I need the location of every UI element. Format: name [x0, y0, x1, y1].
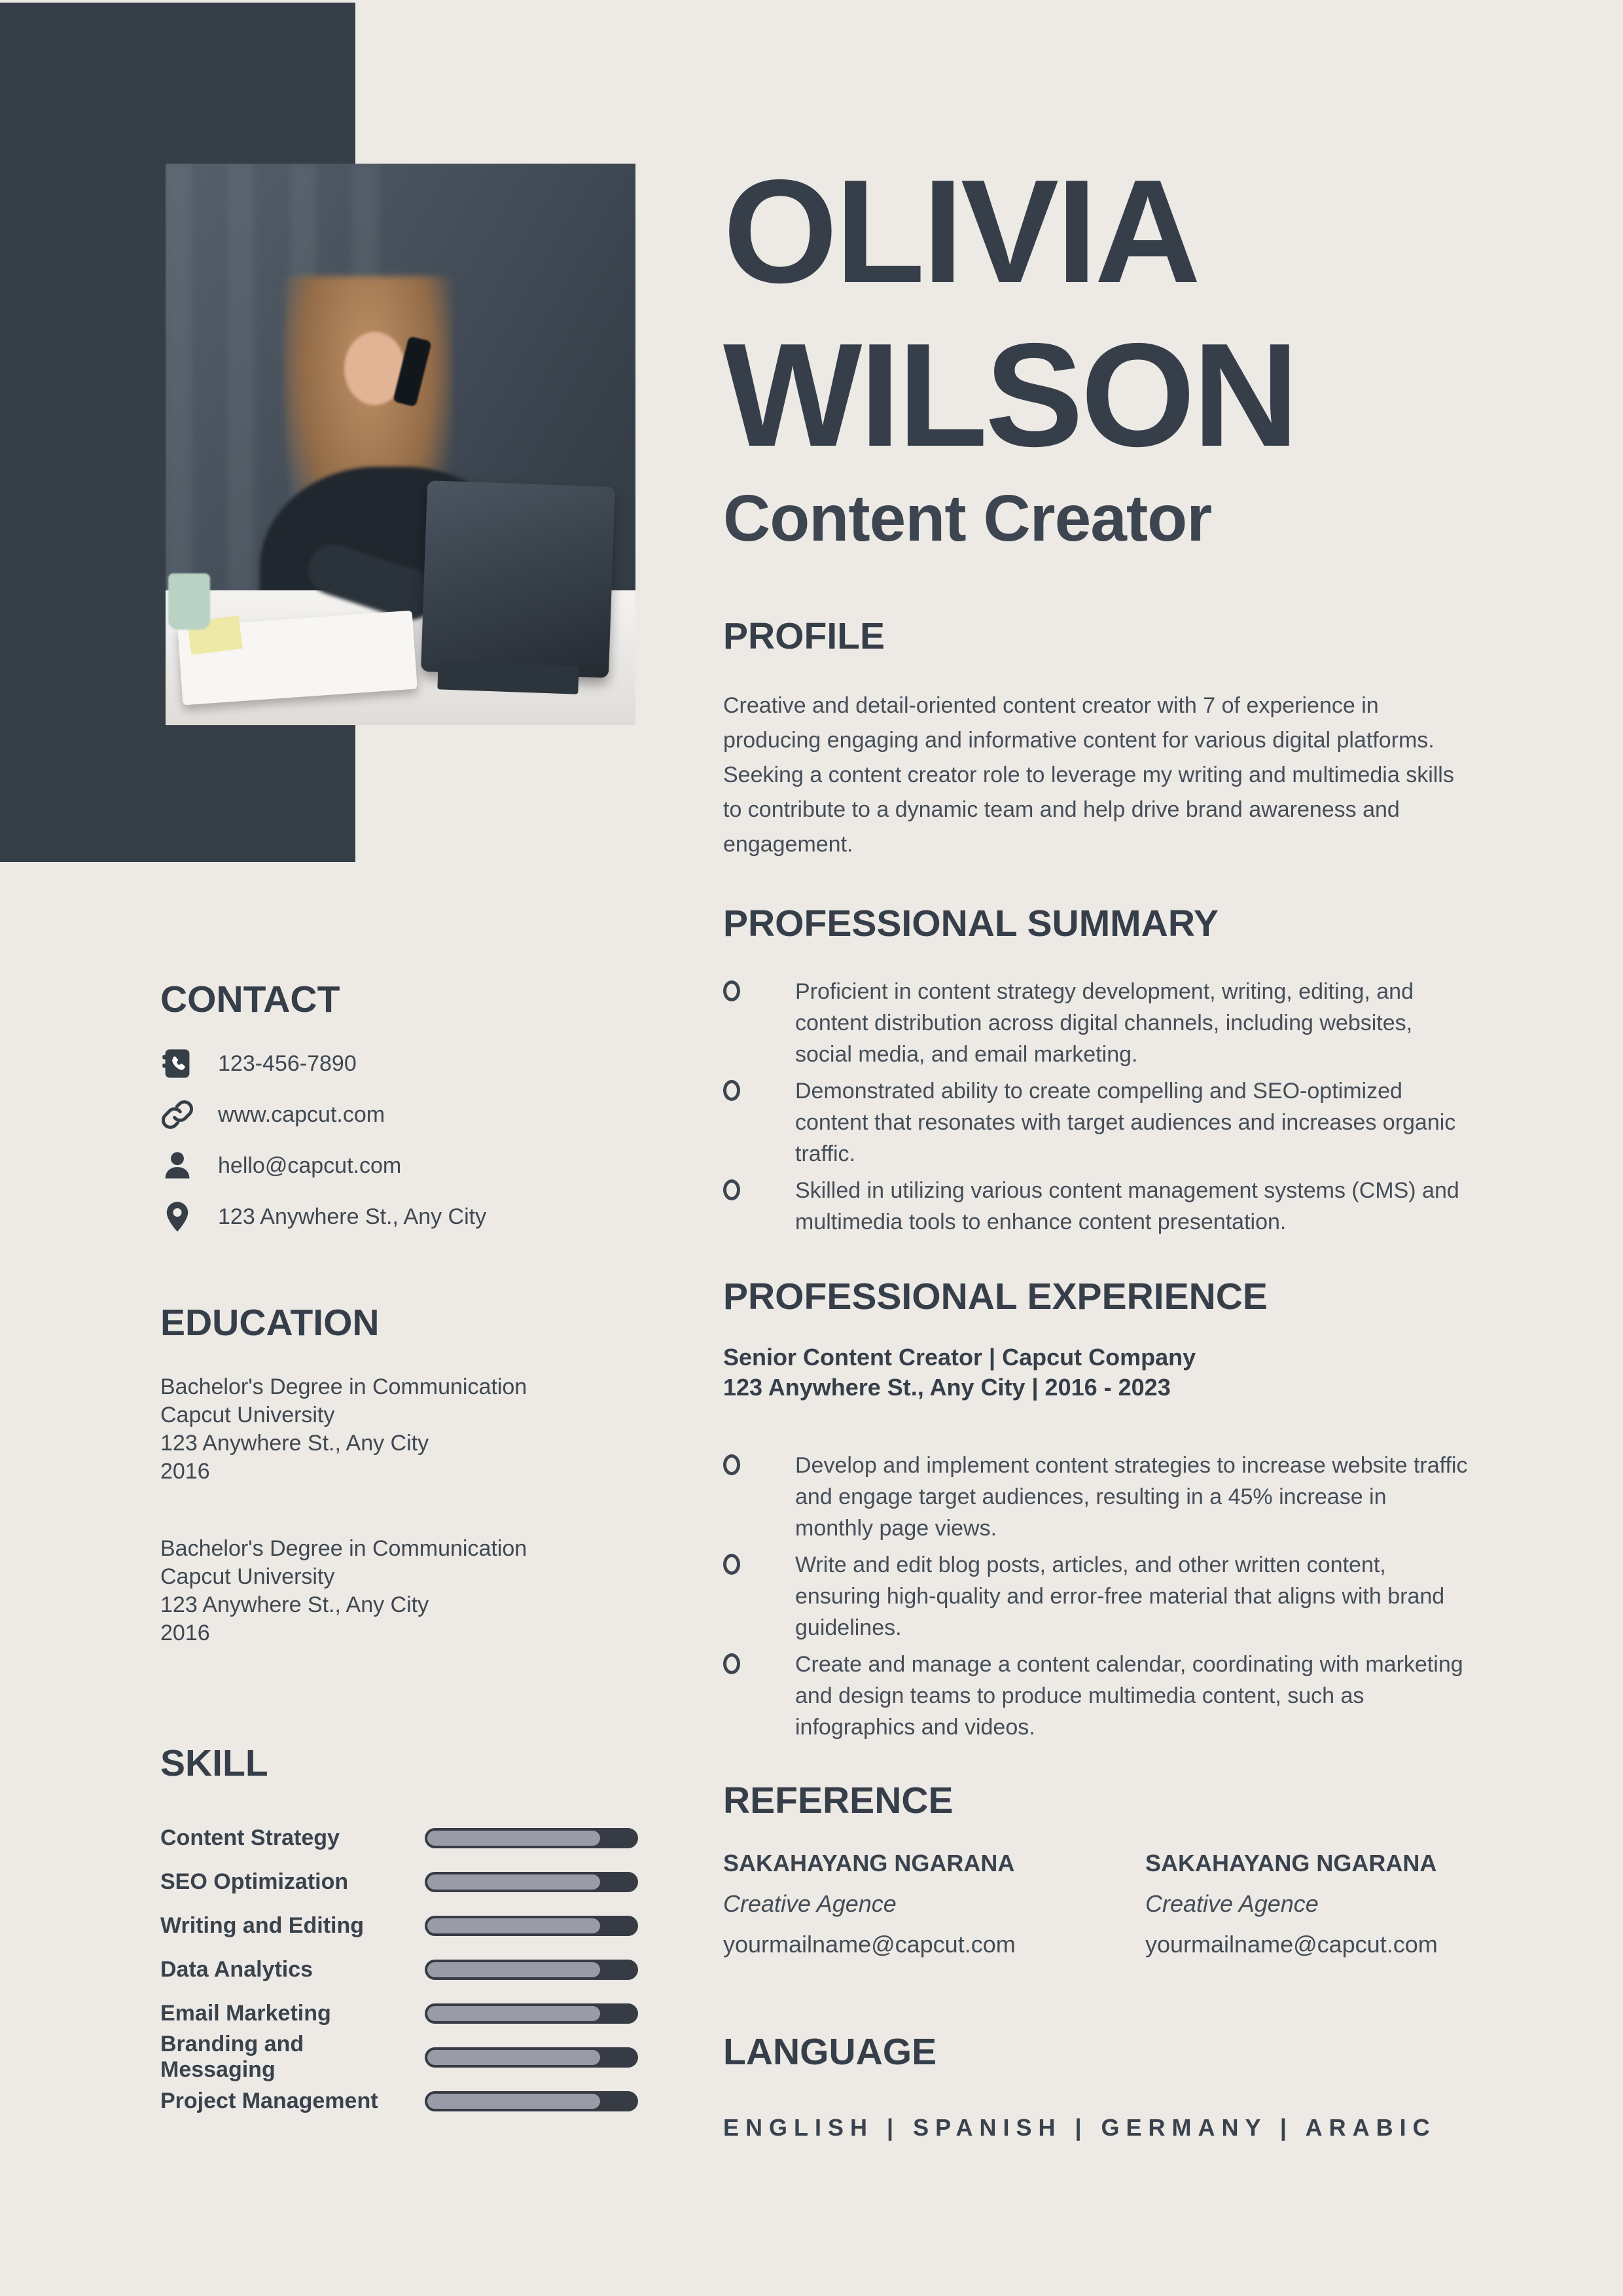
- bullet-circle-icon: [723, 1450, 795, 1544]
- summary-heading: PROFESSIONAL SUMMARY: [723, 903, 1219, 944]
- education-school: Capcut University: [160, 1403, 335, 1427]
- bullet-circle-icon: [723, 976, 795, 1070]
- reference-company: Creative Agence: [1145, 1890, 1319, 1917]
- skill-bar-fill: [427, 1831, 600, 1846]
- bullet-circle-icon: [723, 1175, 795, 1238]
- reference-email: yourmailname@capcut.com: [1145, 1931, 1438, 1958]
- profile-photo: [166, 164, 635, 725]
- summary-bullet-list: [723, 976, 1469, 1238]
- skill-bar: [425, 1916, 638, 1936]
- experience-bullet-text: Write and edit blog posts, articles, and other written content, ensuring high-quality and error-free material that aligns with brand guidelines.: [795, 1552, 1445, 1640]
- experience-bullet-text: Develop and implement content strategies to increase website traffic and engage target audiences, resulting in a 45% increase in monthly page views.: [795, 1453, 1468, 1541]
- skill-bar: [425, 1828, 638, 1848]
- main-column: [723, 149, 1469, 2142]
- education-year: 2016: [160, 1459, 210, 1484]
- skill-bar-fill: [427, 1918, 600, 1933]
- contact-row-phone: [160, 1047, 638, 1081]
- contact-row-address: [160, 1200, 638, 1234]
- job-title: Senior Content Creator | Capcut Company: [723, 1344, 1196, 1371]
- pin-icon: [160, 1200, 218, 1234]
- phone-icon: [160, 1047, 218, 1081]
- reference-company: Creative Agence: [723, 1890, 897, 1917]
- skill-bar: [425, 1960, 638, 1980]
- reference-grid: [723, 1850, 1469, 1958]
- education-address: 123 Anywhere St., Any City: [160, 1431, 429, 1456]
- language-heading: LANGUAGE: [723, 2031, 937, 2073]
- profile-heading: PROFILE: [723, 615, 885, 657]
- skill-bar-fill: [427, 2006, 600, 2021]
- education-entry: [160, 1373, 638, 1486]
- skill-bar-fill: [427, 2094, 600, 2109]
- contact-phone: 123-456-7890: [218, 1050, 357, 1076]
- reference-entry: [723, 1850, 1145, 1958]
- skill-label: Content Strategy: [160, 1825, 340, 1850]
- skill-bar-fill: [427, 2050, 600, 2065]
- tablet-shape: [421, 480, 615, 678]
- summary-bullet-text: Skilled in utilizing various content management systems (CMS) and multimedia tools to enhance content presentation.: [795, 1178, 1459, 1234]
- language-list: ENGLISH | SPANISH | GERMANY | ARABIC: [723, 2114, 1436, 2141]
- skill-row: [160, 1866, 638, 1897]
- reference-entry: [1145, 1850, 1469, 1958]
- skill-heading: SKILL: [160, 1742, 268, 1784]
- job-meta: 123 Anywhere St., Any City | 2016 - 2023: [723, 1374, 1171, 1401]
- skill-list: [160, 1822, 638, 2117]
- job-role-subtitle: Content Creator: [723, 482, 1212, 555]
- education-degree: Bachelor's Degree in Communication: [160, 1374, 527, 1399]
- experience-bullet-list: [723, 1450, 1469, 1743]
- skill-row: [160, 1954, 638, 1985]
- education-school: Capcut University: [160, 1564, 335, 1589]
- link-icon: [160, 1098, 218, 1132]
- summary-bullet-text: Demonstrated ability to create compelling and SEO-optimized content that resonates with target audiences and increases organic traffic.: [795, 1079, 1456, 1166]
- keyboard-shape: [438, 661, 580, 694]
- cup-shape: [168, 573, 211, 630]
- contact-email: hello@capcut.com: [218, 1153, 402, 1178]
- bullet-circle-icon: [723, 1075, 795, 1170]
- reference-name: SAKAHAYANG NGARANA: [1145, 1850, 1437, 1876]
- reference-heading: REFERENCE: [723, 1780, 954, 1821]
- profile-text: Creative and detail-oriented content creator with 7 of experience in producing engaging and informative content for various digital platforms. Seeking a content creator role to leverage my writing and multimedia skills to contribute to a dynamic team and help drive brand awareness and engagement.: [723, 693, 1454, 857]
- reference-name: SAKAHAYANG NGARANA: [723, 1850, 1015, 1876]
- skill-label: Writing and Editing: [160, 1912, 364, 1938]
- skill-bar-fill: [427, 1962, 600, 1977]
- summary-bullet: [723, 1175, 1469, 1238]
- job-block: [723, 1342, 1469, 1403]
- sidebar-column: [160, 978, 638, 2129]
- experience-bullet-text: Create and manage a content calendar, coordinating with marketing and design teams to produce multimedia content, such as infographics and videos.: [795, 1652, 1463, 1740]
- summary-bullet: [723, 1075, 1469, 1170]
- skill-row: [160, 1822, 638, 1854]
- last-name: WILSON: [723, 312, 1296, 477]
- skill-row: [160, 2085, 638, 2117]
- contact-heading: CONTACT: [160, 978, 340, 1020]
- education-year: 2016: [160, 1621, 210, 1645]
- contact-address: 123 Anywhere St., Any City: [218, 1204, 487, 1229]
- education-heading: EDUCATION: [160, 1302, 380, 1344]
- education-entry: [160, 1535, 638, 1647]
- bullet-circle-icon: [723, 1649, 795, 1743]
- experience-bullet: [723, 1649, 1469, 1743]
- skill-bar: [425, 2047, 638, 2068]
- experience-bullet: [723, 1450, 1469, 1544]
- summary-bullet: [723, 976, 1469, 1070]
- contact-row-email: [160, 1149, 638, 1183]
- education-address: 123 Anywhere St., Any City: [160, 1592, 429, 1617]
- contact-website: www.capcut.com: [218, 1102, 385, 1127]
- skill-label: Project Management: [160, 2088, 378, 2113]
- skill-bar: [425, 2091, 638, 2111]
- skill-label: SEO Optimization: [160, 1869, 349, 1894]
- bullet-circle-icon: [723, 1549, 795, 1643]
- reference-email: yourmailname@capcut.com: [723, 1931, 1016, 1958]
- skill-row: [160, 1910, 638, 1941]
- education-degree: Bachelor's Degree in Communication: [160, 1536, 527, 1561]
- contact-row-website: [160, 1098, 638, 1132]
- skill-row: [160, 1998, 638, 2029]
- skill-label: Data Analytics: [160, 1956, 313, 1982]
- summary-bullet-text: Proficient in content strategy development, writing, editing, and content distribution across digital channels, including websites, social media, and email marketing.: [795, 979, 1414, 1067]
- skill-bar-fill: [427, 1874, 600, 1890]
- skill-label: Branding and Messaging: [160, 2032, 304, 2082]
- user-icon: [160, 1149, 218, 1183]
- skill-bar: [425, 2003, 638, 2024]
- contact-list: [160, 1047, 638, 1234]
- first-name: OLIVIA: [723, 149, 1199, 314]
- skill-bar: [425, 1872, 638, 1892]
- skill-label: Email Marketing: [160, 2000, 331, 2026]
- experience-bullet: [723, 1549, 1469, 1643]
- skill-row: [160, 2032, 638, 2082]
- experience-heading: PROFESSIONAL EXPERIENCE: [723, 1276, 1268, 1318]
